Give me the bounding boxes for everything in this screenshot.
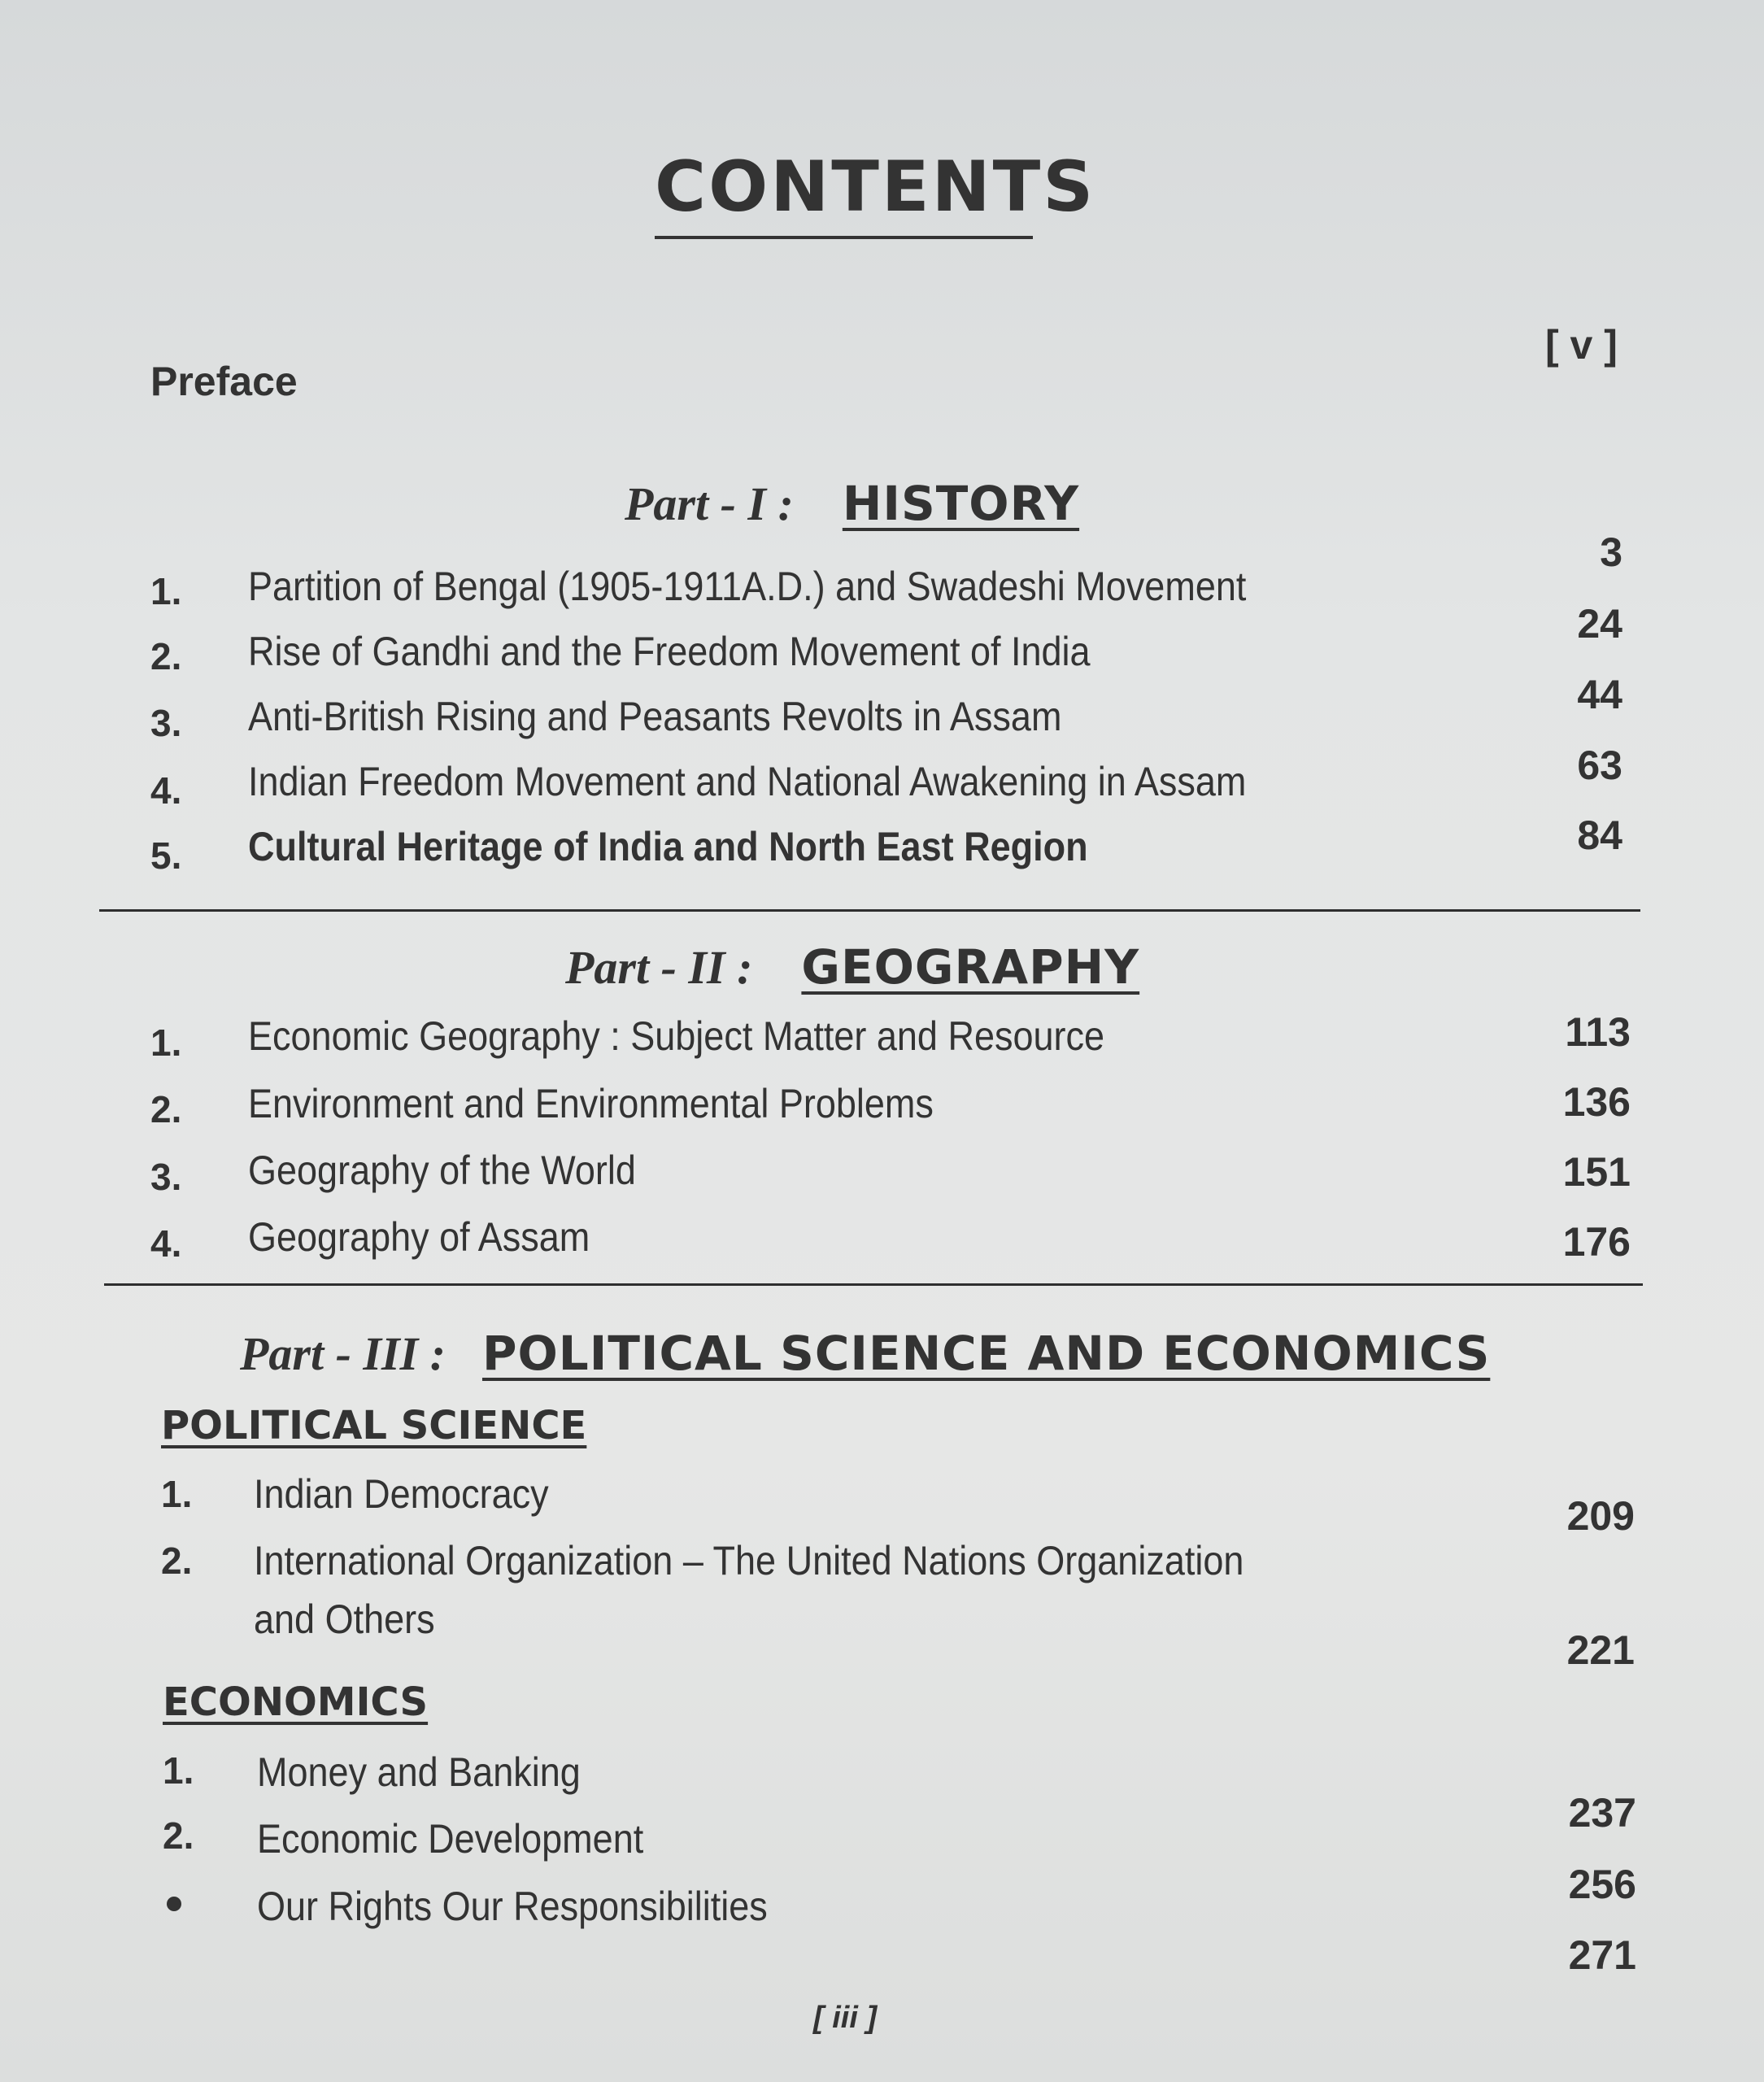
eco-item-1-num: 1. — [163, 1749, 194, 1792]
part2-item-2-num: 2. — [150, 1088, 182, 1130]
ps-item-2-text: International Organization – The United Nations Organization — [254, 1538, 1244, 1583]
eco-item-2-num: 2. — [163, 1814, 194, 1857]
part1-item-5-page: 84 — [1577, 812, 1622, 858]
page-footer: [ iii ] — [813, 2001, 878, 2035]
ps-item-2-text-cont: and Others — [254, 1596, 435, 1642]
eco-item-3-bullet — [167, 1897, 181, 1911]
preface-page: [ v ] — [1545, 322, 1618, 368]
part1-item-4-page: 63 — [1577, 743, 1622, 788]
part3-prefix: Part - III : — [240, 1327, 446, 1380]
part1-prefix: Part - I : — [625, 477, 794, 530]
eco-item-1-page: 237 — [1568, 1790, 1636, 1836]
part2-item-4-text: Geography of Assam — [248, 1214, 590, 1260]
ps-item-2-page: 221 — [1566, 1627, 1635, 1673]
part3-title: POLITICAL SCIENCE AND ECONOMICS — [481, 1326, 1491, 1381]
part1-title: HISTORY — [842, 476, 1080, 531]
eco-item-2-page: 256 — [1568, 1862, 1636, 1907]
part2-item-1-text: Economic Geography : Subject Matter and Resource — [248, 1013, 1105, 1059]
part2-item-1-page: 113 — [1565, 1009, 1631, 1055]
part2-item-3-num: 3. — [150, 1156, 182, 1198]
part1-item-3-text: Anti-British Rising and Peasants Revolts in Assam — [248, 694, 1062, 739]
part1-item-1-num: 1. — [150, 570, 182, 612]
title-underline — [655, 236, 1033, 239]
part1-item-5-text: Cultural Heritage of India and North East Region — [248, 824, 1088, 869]
part1-item-1-text: Partition of Bengal (1905-1911A.D.) and Swadeshi Movement — [248, 564, 1247, 609]
eco-item-1-text: Money and Banking — [257, 1749, 581, 1795]
part2-item-3-text: Geography of the World — [248, 1148, 636, 1193]
eco-item-2-text: Economic Development — [257, 1816, 644, 1862]
part2-item-2-text: Environment and Environmental Problems — [248, 1081, 934, 1126]
part2-item-4-num: 4. — [150, 1222, 182, 1265]
part2-item-2-page: 136 — [1562, 1079, 1631, 1125]
ps-item-1-text: Indian Democracy — [254, 1471, 549, 1517]
economics-heading: ECONOMICS — [163, 1679, 429, 1725]
part1-item-2-page: 24 — [1577, 601, 1622, 647]
part2-title: GEOGRAPHY — [801, 939, 1140, 995]
part3-heading — [240, 1326, 1490, 1381]
political-science-heading: POLITICAL SCIENCE — [161, 1403, 587, 1448]
part1-item-3-page: 44 — [1577, 672, 1622, 717]
part2-divider — [104, 1283, 1643, 1286]
part1-item-2-num: 2. — [150, 635, 182, 677]
part1-item-3-num: 3. — [150, 702, 182, 744]
ps-item-2-num: 2. — [161, 1540, 193, 1582]
part2-prefix: Part - II : — [565, 941, 753, 994]
part1-item-5-num: 5. — [150, 834, 182, 877]
part1-item-1-page: 3 — [1600, 529, 1622, 575]
part2-item-3-page: 151 — [1562, 1149, 1631, 1195]
ps-item-1-num: 1. — [161, 1473, 193, 1515]
part1-divider — [99, 909, 1640, 912]
part2-item-1-num: 1. — [150, 1021, 182, 1064]
part2-item-4-page: 176 — [1562, 1219, 1631, 1265]
eco-item-3-text: Our Rights Our Responsibilities — [257, 1884, 768, 1929]
part1-item-4-num: 4. — [150, 769, 182, 812]
part1-item-4-text: Indian Freedom Movement and National Awakening in Assam — [248, 759, 1247, 804]
part2-heading — [565, 939, 1139, 995]
ps-item-1-page: 209 — [1566, 1493, 1635, 1539]
preface-label: Preface — [150, 359, 298, 404]
part1-item-2-text: Rise of Gandhi and the Freedom Movement of India — [248, 629, 1091, 674]
part1-heading — [625, 476, 1079, 531]
page-title: CONTENTS — [655, 146, 1096, 228]
eco-item-3-page: 271 — [1568, 1932, 1636, 1978]
